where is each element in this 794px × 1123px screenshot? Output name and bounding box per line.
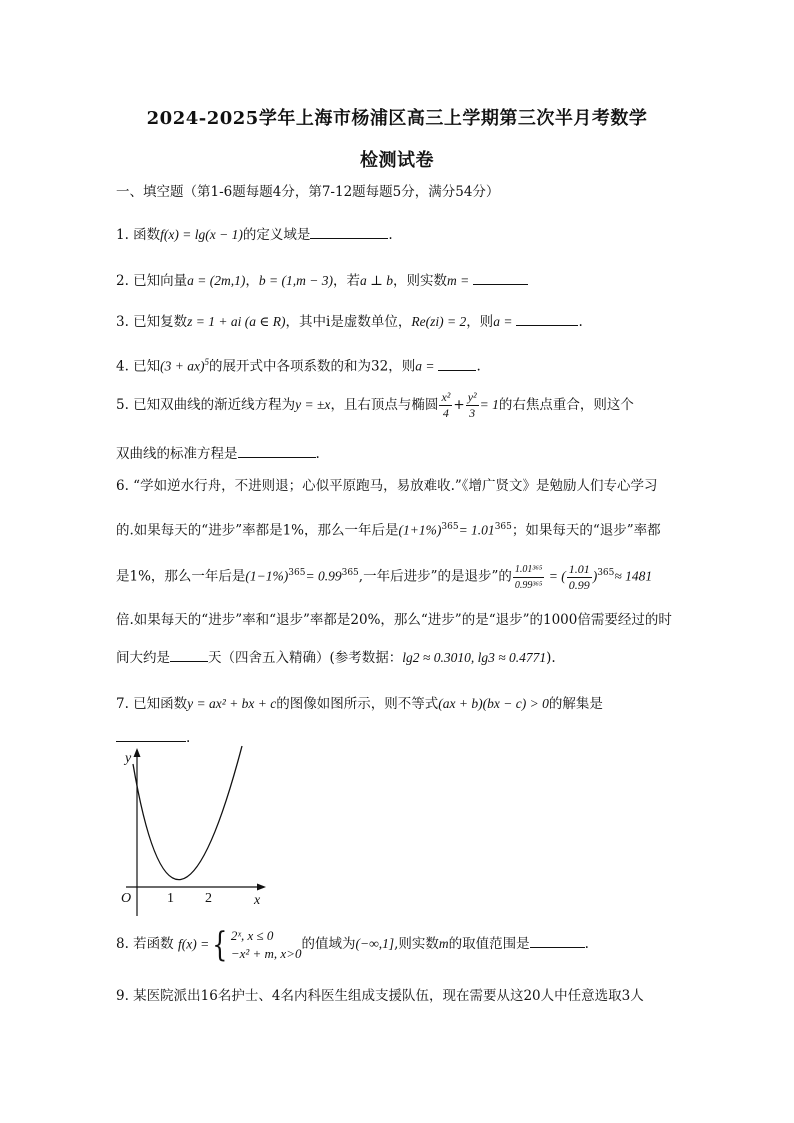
answer-blank-3[interactable] [516, 312, 578, 326]
y-axis-label: y [125, 751, 132, 766]
question-7: 7. 已知函数y = ax² + bx + c的图像如图所示，则不等式(ax + b)(bx − c) > 0的解集是 [116, 696, 603, 712]
question-5-line2: 双曲线的标准方程是 . [116, 446, 320, 462]
question-9: 9. 某医院派出16名护士、4名内科医生组成支援队伍，现在需要从这20人中任意选取3人 [116, 988, 644, 1004]
ratio-base-fraction: $\frac{1.01}{0.99}$ [568, 561, 590, 592]
answer-blank-7[interactable] [116, 728, 186, 742]
x-axis-arrow [257, 884, 266, 891]
inequality-expression: (ax + b)(bx − c) > 0 [438, 696, 549, 711]
question-4: 4. 已知(3 + ax)$^5$的展开式中各项系数的和为32，则a = . [116, 357, 481, 375]
exam-title-line1: 2024-2025学年上海市杨浦区高三上学期第三次半月考数学 [146, 108, 648, 129]
vector-b: b = (1,m − 3) [258, 273, 333, 288]
question-6-line5: 间大约是 天（四舍五入精确）(参考数据：lg2 ≈ 0.3010, lg3 ≈ 0.4771). [116, 650, 556, 666]
answer-blank-6[interactable] [170, 648, 208, 662]
origin-label: O [121, 891, 132, 906]
reference-data: lg2 ≈ 0.3010, lg3 ≈ 0.4771 [402, 650, 547, 665]
answer-blank-2[interactable] [473, 271, 528, 285]
section-heading: 一、填空题（第1-6题每题4分，第7-12题每题5分，满分54分） [116, 184, 500, 200]
complex-z: z = 1 + ai (a ∈ R) [187, 314, 286, 329]
question-2: 2. 已知向量a = (2m,1)，b = (1,m − 3)，若a ⊥ b，则实数m = [116, 271, 528, 290]
answer-blank-1[interactable] [310, 225, 388, 239]
question-1: 1. 函数f(x) = lg(x − 1)的定义域是 . [116, 227, 393, 243]
answer-blank-4[interactable] [438, 357, 476, 371]
y-axis-arrow [134, 748, 141, 757]
answer-blank-5[interactable] [238, 444, 316, 458]
piecewise-cases: 2ˣ, x ≤ 0 −x² + m, x>0 [230, 927, 302, 961]
tick-label-1: 1 [167, 891, 174, 906]
question-6-line4: 倍.如果每天的“进步”率和“退步”率都是20%，那么“进步”的是“退步”的1000倍需要经过的时 [116, 612, 672, 628]
tick-label-2: 2 [205, 891, 212, 906]
left-brace-icon: { [212, 924, 228, 965]
piecewise-function: f(x) = [177, 936, 210, 952]
exam-title-line2: 检测试卷 [360, 150, 434, 171]
binomial-expression: (3 + ax) [160, 358, 205, 374]
quadratic-function: y = ax² + bx + c [187, 696, 277, 711]
question-6-line3: 是1%，那么一年后是$(1-1\%)^{365}= 0.99^{365}$,一年后进步”的是退步”的 $\frac{\text{1.01³⁶⁵}}{\text{0.99³⁶⁵}}$ = ( $\frac{1.01}{0.99}$ )$^{365}$≈ 1481 [116, 561, 653, 592]
perpendicular-condition: a ⊥ b [360, 273, 393, 288]
x-axis-label: x [254, 893, 261, 908]
question-6-line2: 的.如果每天的“进步”率都是1%，那么一年后是$(1+1\%)^{365}= 1.01^{365}$；如果每天的“退步”率都 [116, 522, 661, 539]
parabola-graph [112, 744, 272, 920]
parabola-curve [133, 746, 242, 880]
real-part-condition: Re(zi) = 2 [411, 314, 467, 329]
asymptote-equation: y = ±x [295, 397, 331, 412]
question-8: 8. 若函数 f(x) ={ 2ˣ, x ≤ 0 −x² + m, x>0 的值域为(−∞,1],则实数m的取值范围是 . [116, 924, 589, 965]
ellipse-term-y: $\frac{\text{y²}}{3}$ [467, 390, 477, 420]
function-expression: f(x) = lg(x − 1) [160, 227, 243, 242]
question-6-line1: 6. “学如逆水行舟，不进则退；心似平原跑马，易放难收.”《增广贤文》是勉励人们专心学习 [116, 478, 658, 494]
range-interval: (−∞,1] [355, 936, 395, 951]
question-7-line2: . [116, 728, 190, 747]
ratio-fraction: $\frac{\text{1.01³⁶⁵}}{\text{0.99³⁶⁵}}$ [514, 563, 543, 591]
answer-blank-8[interactable] [530, 934, 585, 948]
ellipse-term-x: $\frac{\text{x²}}{4}$ [441, 390, 451, 420]
question-5: 5. 已知双曲线的渐近线方程为y = ±x，且右顶点与椭圆 $\frac{\text{x²}}{4}$ + $\frac{\text{y²}}{3}$ = 1的右焦点重合，则这个 [116, 390, 634, 420]
vector-a: a = (2m,1) [187, 273, 246, 288]
question-3: 3. 已知复数z = 1 + ai (a ∈ R)，其中i是虚数单位，Re(zi) = 2，则a = . [116, 314, 583, 330]
